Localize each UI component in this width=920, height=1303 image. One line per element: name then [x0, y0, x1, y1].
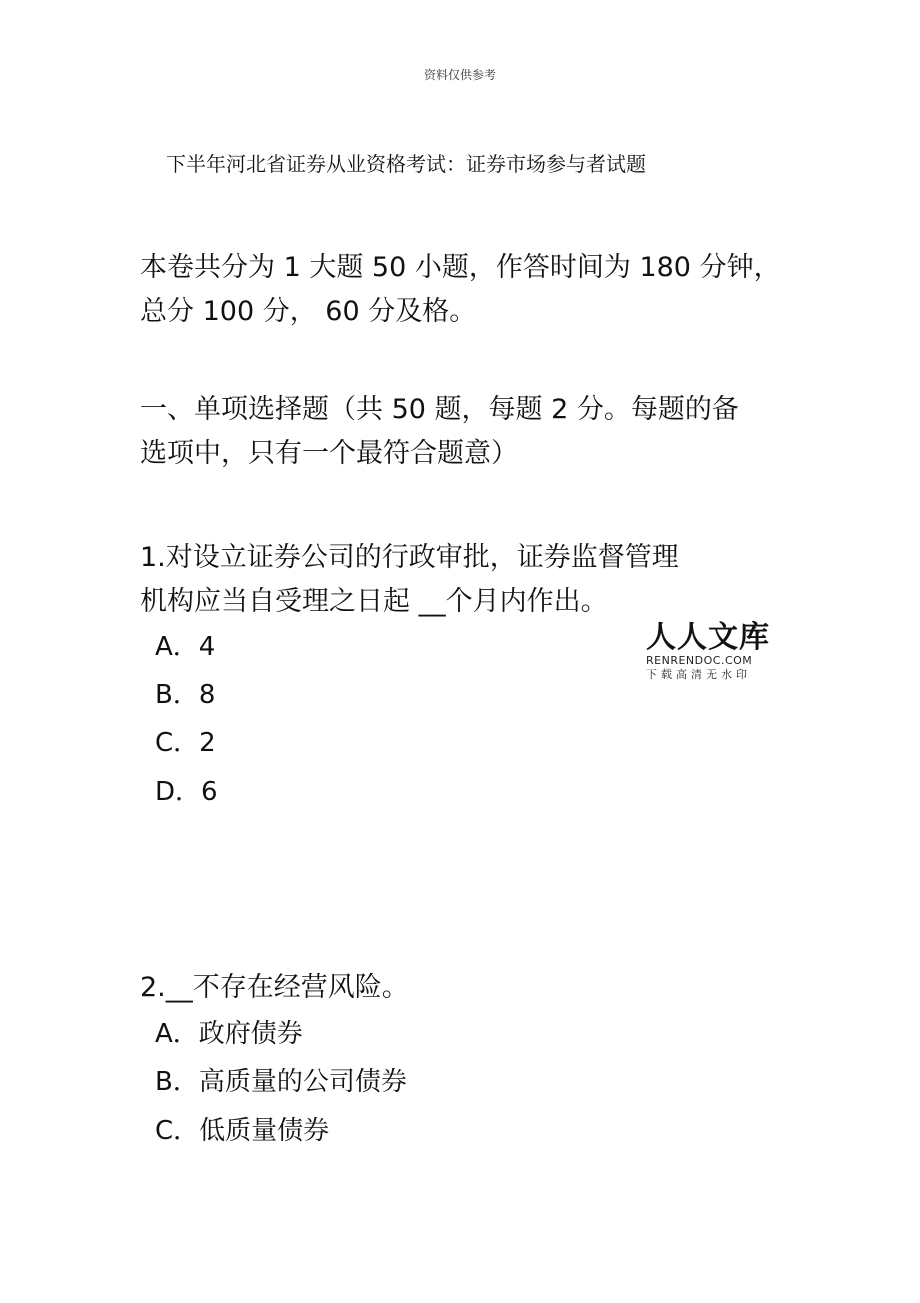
document-title: 下半年河北省证券从业资格考试：证券市场参与者试题: [166, 152, 646, 176]
watermark-subtitle: 下载高清无水印: [646, 668, 751, 681]
exam-intro-line-1: 本卷共分为 1 大题 50 小题，作答时间为 180 分钟，: [140, 252, 781, 283]
question-2-option-b: B．高质量的公司债券: [155, 1067, 407, 1097]
question-2-line-1: 2.__不存在经营风险。: [140, 972, 409, 1003]
watermark-name: 人人文库: [646, 620, 770, 655]
section-heading: [140, 388, 739, 476]
question-1-option-d: D．6: [155, 777, 218, 807]
question-1-option-c: C．2: [155, 728, 216, 758]
header-note: 资料仅供参考: [423, 68, 496, 82]
exam-intro: [140, 246, 781, 334]
question-1: [140, 536, 679, 624]
question-1-line-1: 1.对设立证券公司的行政审批，证券监督管理: [140, 542, 679, 573]
section-heading-line-2: 选项中，只有一个最符合题意）: [140, 438, 518, 469]
question-1-line-2: 机构应当自受理之日起 __个月内作出。: [140, 586, 608, 617]
question-1-option-a: A．4: [155, 632, 216, 662]
watermark-logo: [646, 622, 776, 682]
question-1-option-b: B．8: [155, 680, 216, 710]
question-2-option-a: A．政府债券: [155, 1019, 303, 1049]
question-2-option-c: C．低质量债券: [155, 1116, 330, 1146]
section-heading-line-1: 一、单项选择题（共 50 题，每题 2 分。每题的备: [140, 394, 739, 425]
question-2: [140, 966, 409, 1010]
watermark-url: RENRENDOC.COM: [646, 654, 753, 667]
exam-intro-line-2: 总分 100 分， 60 分及格。: [140, 296, 477, 327]
